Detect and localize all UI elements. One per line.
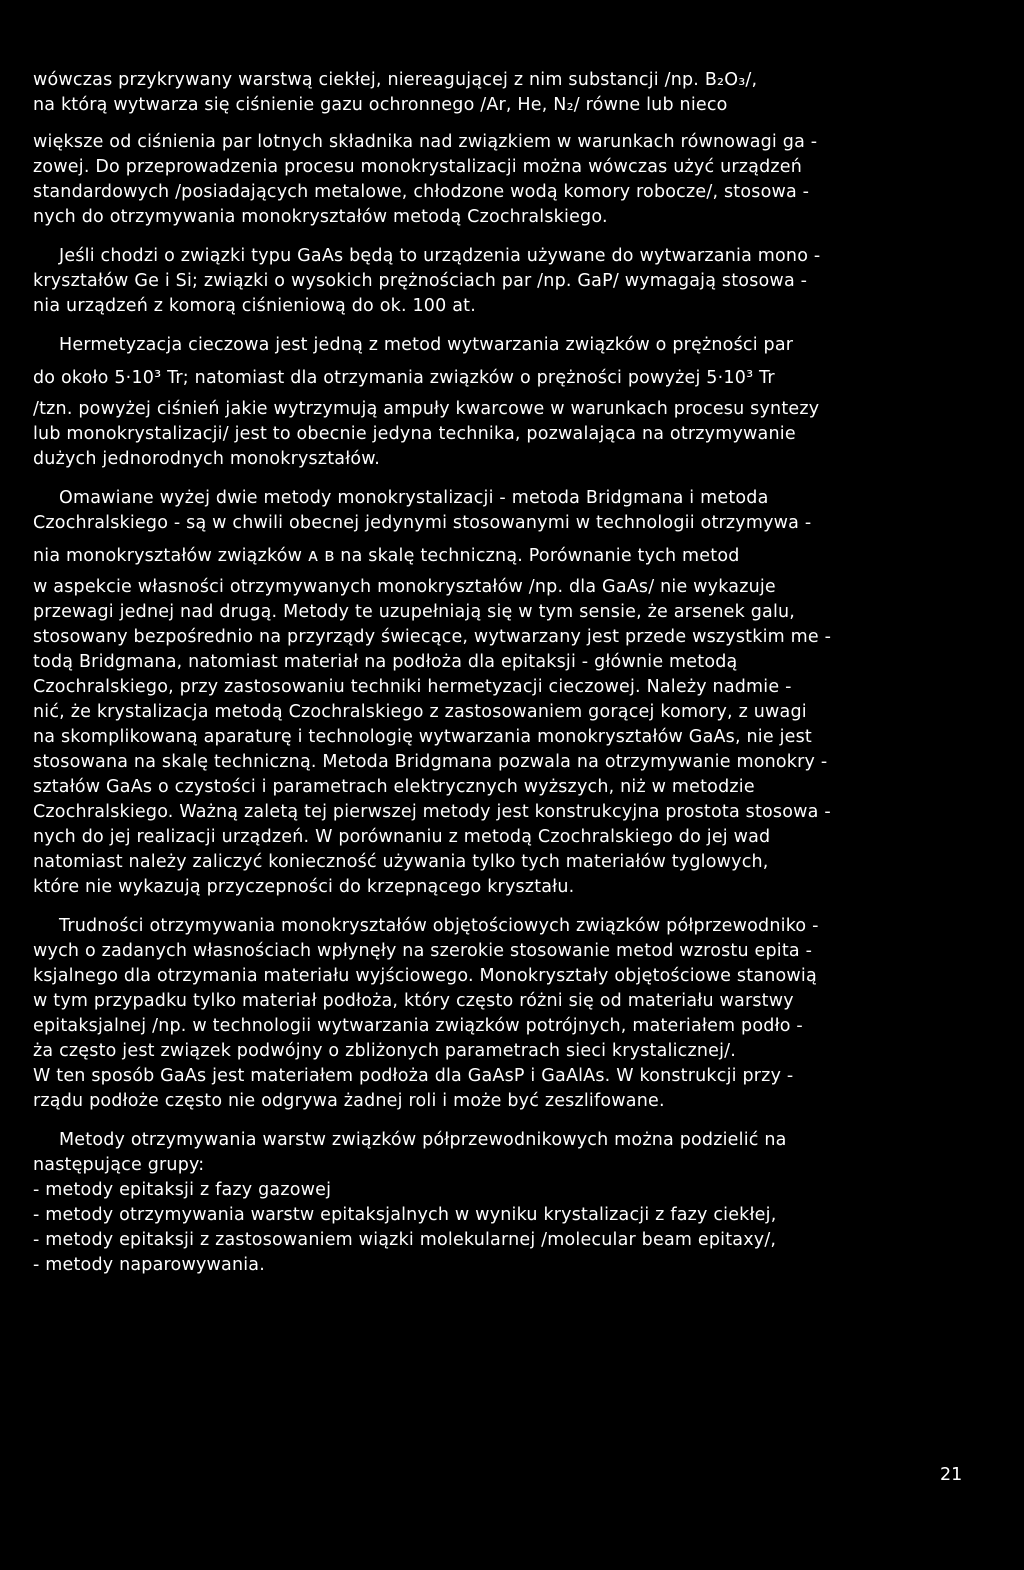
text-line: zowej. Do przeprowadzenia procesu monokrystalizacji można wówczas użyć urządzeń — [33, 157, 803, 177]
text-line: Jeśli chodzi o związki typu GaAs będą to urządzenia używane do wytwarzania mono - — [59, 246, 821, 266]
text-line: ksjalnego dla otrzymania materiału wyjściowego. Monokryształy objętościowe stanowią — [33, 966, 817, 986]
text-line: rządu podłoże często nie odgrywa żadnej roli i może być zeszlifowane. — [33, 1091, 665, 1111]
text-line: Omawiane wyżej dwie metody monokrystalizacji - metoda Bridgmana i metoda — [59, 488, 769, 508]
text-line: następujące grupy: — [33, 1155, 205, 1175]
list-item: - metody naparowywania. — [33, 1255, 265, 1275]
text-line: W ten sposób GaAs jest materiałem podłoża dla GaAsP i GaAlAs. W konstrukcji przy - — [33, 1066, 794, 1086]
text-line: ża często jest związek podwójny o zbliżonych parametrach sieci krystalicznej/. — [33, 1041, 737, 1061]
text-line: epitaksjalnej /np. w technologii wytwarzania związków potrójnych, materiałem podło - — [33, 1016, 803, 1036]
text-line: /tzn. powyżej ciśnień jakie wytrzymują ampuły kwarcowe w warunkach procesu syntezy — [33, 399, 820, 419]
text-line: stosowana na skalę techniczną. Metoda Bridgmana pozwala na otrzymywanie monokry - — [33, 752, 828, 772]
text-line: natomiast należy zaliczyć konieczność używania tylko tych materiałów tyglowych, — [33, 852, 769, 872]
text-line: Trudności otrzymywania monokryształów objętościowych związków półprzewodniko - — [59, 916, 819, 936]
text-line: Czochralskiego. Ważną zaletą tej pierwszej metody jest konstrukcyjna prostota stosowa - — [33, 802, 831, 822]
text-line: w aspekcie własności otrzymywanych monokryształów /np. dla GaAs/ nie wykazuje — [33, 577, 776, 597]
text-line: do około 5·10³ Tr; natomiast dla otrzymania związków o prężności powyżej 5·10³ Tr — [33, 368, 775, 388]
text-line: na skomplikowaną aparaturę i technologię wytwarzania monokryształów GaAs, nie jest — [33, 727, 812, 747]
paragraph-5 — [33, 914, 993, 1114]
text-line: todą Bridgmana, natomiast materiał na podłoża dla epitaksji - głównie metodą — [33, 652, 738, 672]
text-line: nić, że krystalizacja metodą Czochralskiego z zastosowaniem gorącej komory, z uwagi — [33, 702, 807, 722]
text-line: ształów GaAs o czystości i parametrach elektrycznych wyższych, niż w metodzie — [33, 777, 755, 797]
list-item: - metody epitaksji z fazy gazowej — [33, 1180, 332, 1200]
list-item: - metody otrzymywania warstw epitaksjalnych w wyniku krystalizacji z fazy ciekłej, — [33, 1205, 777, 1225]
text-line: większe od ciśnienia par lotnych składnika nad związkiem w warunkach równowagi ga - — [33, 132, 818, 152]
paragraph-3 — [33, 333, 993, 472]
paragraph-6 — [33, 1128, 993, 1178]
paragraph-4 — [33, 486, 993, 900]
text-line: nych do jej realizacji urządzeń. W porównaniu z metodą Czochralskiego do jej wad — [33, 827, 771, 847]
text-line: Metody otrzymywania warstw związków półprzewodnikowych można podzielić na — [59, 1130, 787, 1150]
text-line: które nie wykazują przyczepności do krzepnącego kryształu. — [33, 877, 575, 897]
text-line: nia monokryształów związków ᴀ ʙ na skalę techniczną. Porównanie tych metod — [33, 546, 740, 566]
text-line: nych do otrzymywania monokryształów metodą Czochralskiego. — [33, 207, 608, 227]
text-line: przewagi jednej nad drugą. Metody te uzupełniają się w tym sensie, że arsenek galu, — [33, 602, 796, 622]
page-number: 21 — [940, 1465, 963, 1485]
text-line: stosowany bezpośrednio na przyrządy świecące, wytwarzany jest przede wszystkim me - — [33, 627, 832, 647]
document-page — [33, 68, 993, 1278]
text-line: wówczas przykrywany warstwą ciekłej, niereagującej z nim substancji /np. B₂O₃/, — [33, 70, 758, 90]
text-line: Czochralskiego, przy zastosowaniu techniki hermetyzacji cieczowej. Należy nadmie - — [33, 677, 792, 697]
text-line: kryształów Ge i Si; związki o wysokich prężnościach par /np. GaP/ wymagają stosowa - — [33, 271, 808, 291]
text-line: nia urządzeń z komorą ciśnieniową do ok. 100 at. — [33, 296, 476, 316]
text-line: lub monokrystalizacji/ jest to obecnie jedyna technika, pozwalająca na otrzymywanie — [33, 424, 796, 444]
text-line: wych o zadanych własnościach wpłynęły na szerokie stosowanie metod wzrostu epita - — [33, 941, 813, 961]
paragraph-2 — [33, 244, 993, 319]
text-line: w tym przypadku tylko materiał podłoża, który często różni się od materiału warstwy — [33, 991, 794, 1011]
list-item: - metody epitaksji z zastosowaniem wiązki molekularnej /molecular beam epitaxy/, — [33, 1230, 777, 1250]
text-line: na którą wytwarza się ciśnienie gazu ochronnego /Ar, He, N₂/ równe lub nieco — [33, 95, 728, 115]
method-list — [33, 1178, 993, 1278]
text-line: Czochralskiego - są w chwili obecnej jedynymi stosowanymi w technologii otrzymywa - — [33, 513, 812, 533]
text-line: dużych jednorodnych monokryształów. — [33, 449, 380, 469]
paragraph-1 — [33, 68, 993, 230]
text-line: standardowych /posiadających metalowe, chłodzone wodą komory robocze/, stosowa - — [33, 182, 810, 202]
text-line: Hermetyzacja cieczowa jest jedną z metod wytwarzania związków o prężności par — [59, 335, 794, 355]
